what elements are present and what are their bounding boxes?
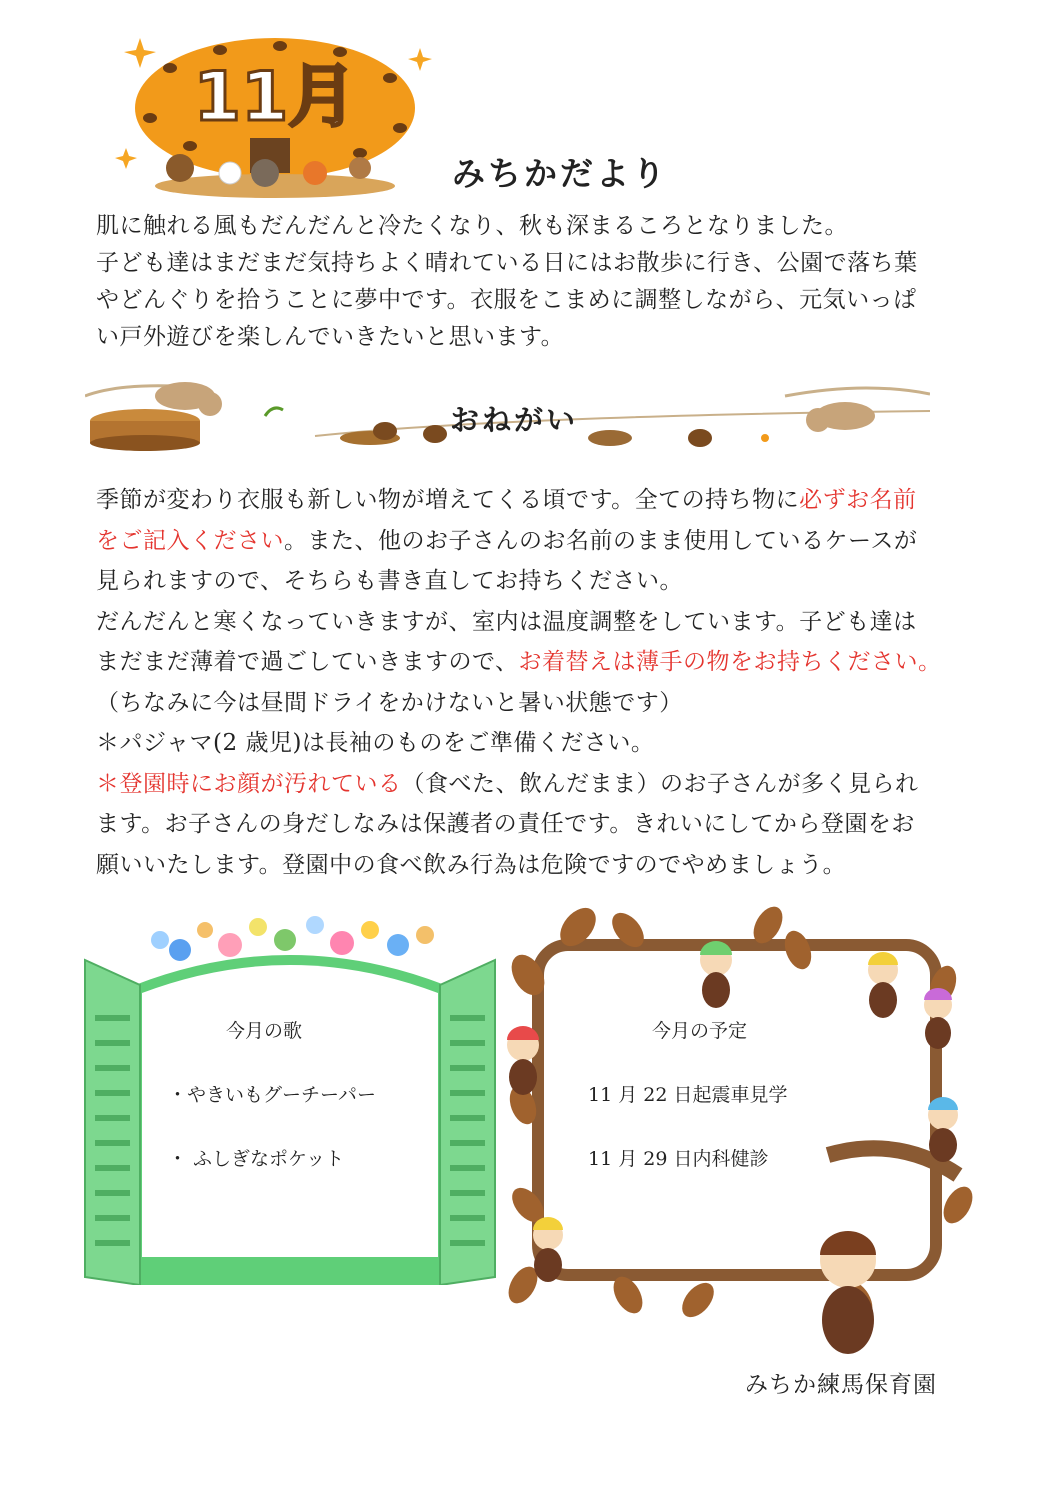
request-line — [96, 521, 976, 562]
nursery-name: みちか練馬保育園 — [745, 1372, 937, 1398]
request-line — [96, 642, 976, 683]
request-line: だんだんと寒くなっていきますが、室内は温度調整をしています。子ども達は — [96, 608, 917, 635]
request-line — [96, 764, 976, 805]
request-text: 。また、他のお子さんのお名前のまま使用しているケースが — [284, 527, 918, 554]
schedule-item: 11 月 29 日内科健診 — [588, 1148, 769, 1170]
schedule-item: 11 月 22 日起震車見学 — [588, 1084, 788, 1106]
request-section-title: おねがい — [450, 403, 579, 437]
intro-line: 肌に触れる風もだんだんと冷たくなり、秋も深まるころとなりました。 — [96, 213, 848, 239]
request-line: ます。お子さんの身だしなみは保護者の責任です。きれいにしてから登園をお — [96, 811, 915, 837]
schedule-heading: 今月の予定 — [652, 1020, 748, 1042]
request-emphasis: 必ずお名前 — [799, 487, 917, 513]
song-item: ・ ふしぎなポケット — [168, 1148, 345, 1170]
intro-line: い戸外遊びを楽しんでいきたいと思います。 — [96, 324, 565, 350]
request-text: 季節が変わり衣服も新しい物が増えてくる頃です。全ての持ち物に — [96, 487, 800, 513]
intro-line: 子ども達はまだまだ気持ちよく晴れている日にはお散歩に行き、公園で落ち葉 — [96, 250, 918, 276]
branch-frame-illustration — [498, 905, 973, 1365]
request-line: （ちなみに今は昼間ドライをかけないと暑い状態です） — [96, 689, 683, 716]
request-emphasis: 。 — [918, 649, 942, 675]
request-paragraph — [96, 480, 976, 885]
newsletter-title: みちかだより — [452, 154, 668, 193]
month-badge-label: 11月 — [193, 58, 357, 137]
song-item: ・やきいもグーチーパー — [168, 1084, 377, 1106]
request-emphasis: ＊登園時にお顔が汚れている — [96, 770, 402, 797]
request-line: ＊パジャマ(2 歳児)は長袖のものをご準備ください。 — [96, 730, 655, 756]
intro-paragraph — [96, 208, 976, 356]
request-emphasis: お着替えは薄手の物をお持ちください — [518, 649, 919, 675]
songs-heading: 今月の歌 — [226, 1020, 303, 1042]
request-text: まだまだ薄着で過ごしていきますので、 — [96, 649, 519, 675]
request-line — [96, 480, 976, 521]
intro-line: やどんぐりを拾うことに夢中です。衣服をこまめに調整しながら、元気いっぱ — [96, 287, 917, 313]
request-line: 願いいたします。登園中の食べ飲み行為は危険ですのでやめましょう。 — [96, 851, 847, 878]
month-badge-illustration — [110, 28, 440, 198]
request-line: 見られますので、そちらも書き直してお持ちください。 — [96, 568, 684, 594]
request-emphasis: をご記入ください — [96, 527, 284, 554]
request-text: （食べた、飲んだまま）のお子さんが多く見られ — [401, 770, 919, 797]
